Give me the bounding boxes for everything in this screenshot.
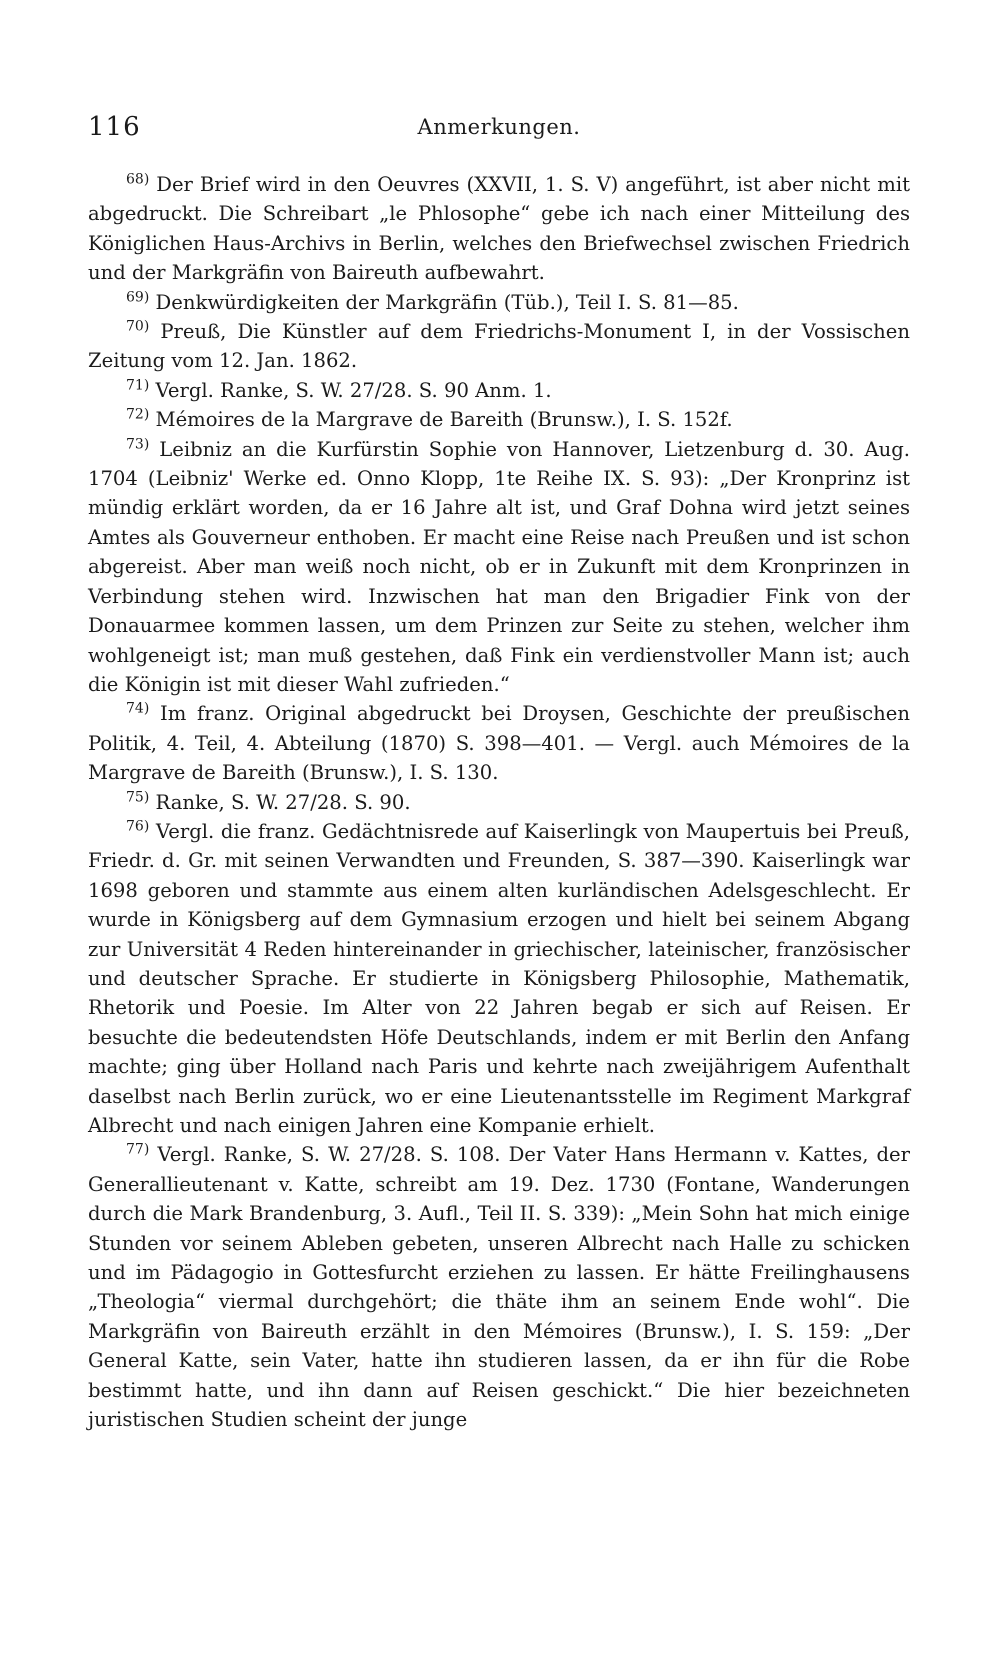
page-header xyxy=(88,112,910,152)
footnote-number: 74) xyxy=(126,700,150,717)
footnote-text: Im franz. Original abgedruckt bei Droysen, Geschichte der preußischen Politik, 4. Teil, 4. Abteilung (1870) S. 398—401. — Vergl. auch Mémoires de la Margrave de Bareith (Brunsw.), I. S. 130. xyxy=(88,702,910,785)
footnote-number: 68) xyxy=(126,171,150,188)
footnote-text: Denkwürdigkeiten der Markgräfin (Tüb.), Teil I. S. 81—85. xyxy=(155,290,739,314)
footnote-text: Vergl. Ranke, S. W. 27/28. S. 90 Anm. 1. xyxy=(155,378,552,402)
footnote-text: Leibniz an die Kurfürstin Sophie von Hannover, Lietzenburg d. 30. Aug. 1704 (Leibniz' Werke ed. Onno Klopp, 1te Reihe IX. S. 93): „Der Kronprinz ist mündig erklärt worden, da er 16 Jahre alt ist, und Graf Dohna wird jetzt seines Amtes als Gouverneur enthoben. Er macht eine Reise nach Preußen und ist schon abgereist. Aber man weiß noch nicht, ob er in Zukunft mit dem Kronprinzen in Verbindung stehen wird. Inzwischen hat man den Brigadier Fink von der Donauarmee kommen lassen, um dem Prinzen zur Seite zu stehen, welcher ihm wohlgeneigt ist; man muß gestehen, daß Fink ein verdienstvoller Mann ist; auch die Königin ist mit dieser Wahl zufrieden.“ xyxy=(88,437,911,696)
footnote-text: Mémoires de la Margrave de Bareith (Brunsw.), I. S. 152f. xyxy=(155,408,733,432)
footnote-71 xyxy=(88,376,910,405)
footnote-70 xyxy=(88,317,910,376)
footnote-number: 77) xyxy=(126,1141,150,1158)
page-number: 116 xyxy=(88,112,141,142)
footnote-68 xyxy=(88,170,910,288)
footnote-74 xyxy=(88,699,910,787)
footnote-number: 69) xyxy=(126,289,150,306)
footnote-number: 75) xyxy=(126,789,150,805)
running-title: Anmerkungen. xyxy=(417,115,581,139)
footnote-number: 72) xyxy=(126,406,150,423)
footnotes xyxy=(88,170,910,1434)
footnote-73 xyxy=(88,435,910,700)
footnote-75 xyxy=(88,788,910,817)
footnote-text: Preuß, Die Künstler auf dem Friedrichs-Monument I, in der Vossischen Zeitung vom 12. Jan. 1862. xyxy=(88,320,910,373)
footnote-72 xyxy=(88,405,910,434)
footnote-text: Der Brief wird in den Oeuvres (XXVII, 1. S. V) angeführt, ist aber nicht mit abgedruckt. Die Schreibart „le Phlosophe“ gebe ich nach einer Mitteilung des Königlichen Haus-Archivs in Berlin, welches den Briefwechsel zwischen Friedrich und der Markgräfin von Baireuth aufbewahrt. xyxy=(88,173,910,285)
footnote-number: 76) xyxy=(126,818,150,835)
footnote-text: Vergl. die franz. Gedächtnisrede auf Kaiserlingk von Maupertuis bei Preuß, Friedr. d. Gr. mit seinen Verwandten und Freunden, S. 387—390. Kaiserlingk war 1698 geboren und stammte aus einem alten kurländischen Adelsgeschlecht. Er wurde in Königsberg auf dem Gymnasium erzogen und hielt bei seinem Abgang zur Universität 4 Reden hintereinander in griechischer, lateinischer, französischer und deutscher Sprache. Er studierte in Königsberg Philosophie, Mathematik, Rhetorik und Poesie. Im Alter von 22 Jahren begab er sich auf Reisen. Er besuchte die bedeutendsten Höfe Deutschlands, indem er mit Berlin den Anfang machte; ging über Holland nach Paris und kehrte nach zweijährigem Aufenthalt daselbst nach Berlin zurück, wo er eine Lieutenantsstelle im Regiment Markgraf Albrecht und nach einigen Jahren eine Kompanie erhielt. xyxy=(88,819,911,1137)
footnote-number: 71) xyxy=(126,377,150,394)
footnote-69 xyxy=(88,288,910,317)
footnote-number: 73) xyxy=(126,436,150,453)
footnote-text: Vergl. Ranke, S. W. 27/28. S. 108. Der Vater Hans Hermann v. Kattes, der Generallieutenant v. Katte, schreibt am 19. Dez. 1730 (Fontane, Wanderungen durch die Mark Brandenburg, 3. Aufl., Teil II. S. 339): „Mein Sohn hat mich einige Stunden vor seinem Ableben gebeten, unseren Albrecht nach Halle zu schicken und im Pädagogio in Gottesfurcht erziehen zu lassen. Er hätte Freilinghausens „Theologia“ viermal durchgehört; die thäte ihm an seinem Ende wohl“. Die Markgräfin von Baireuth erzählt in den Mémoires (Brunsw.), I. S. 159: „Der General Katte, sein Vater, hatte ihn studieren lassen, da er ihn für die Robe bestimmt hatte, und ihn dann auf Reisen geschickt.“ Die hier bezeichneten juristischen Studien scheint der junge xyxy=(88,1143,910,1432)
footnote-number: 70) xyxy=(126,318,150,335)
book-page xyxy=(88,112,910,1434)
footnote-77 xyxy=(88,1140,910,1434)
footnote-76 xyxy=(88,817,910,1140)
footnote-text: Ranke, S. W. 27/28. S. 90. xyxy=(155,790,411,814)
